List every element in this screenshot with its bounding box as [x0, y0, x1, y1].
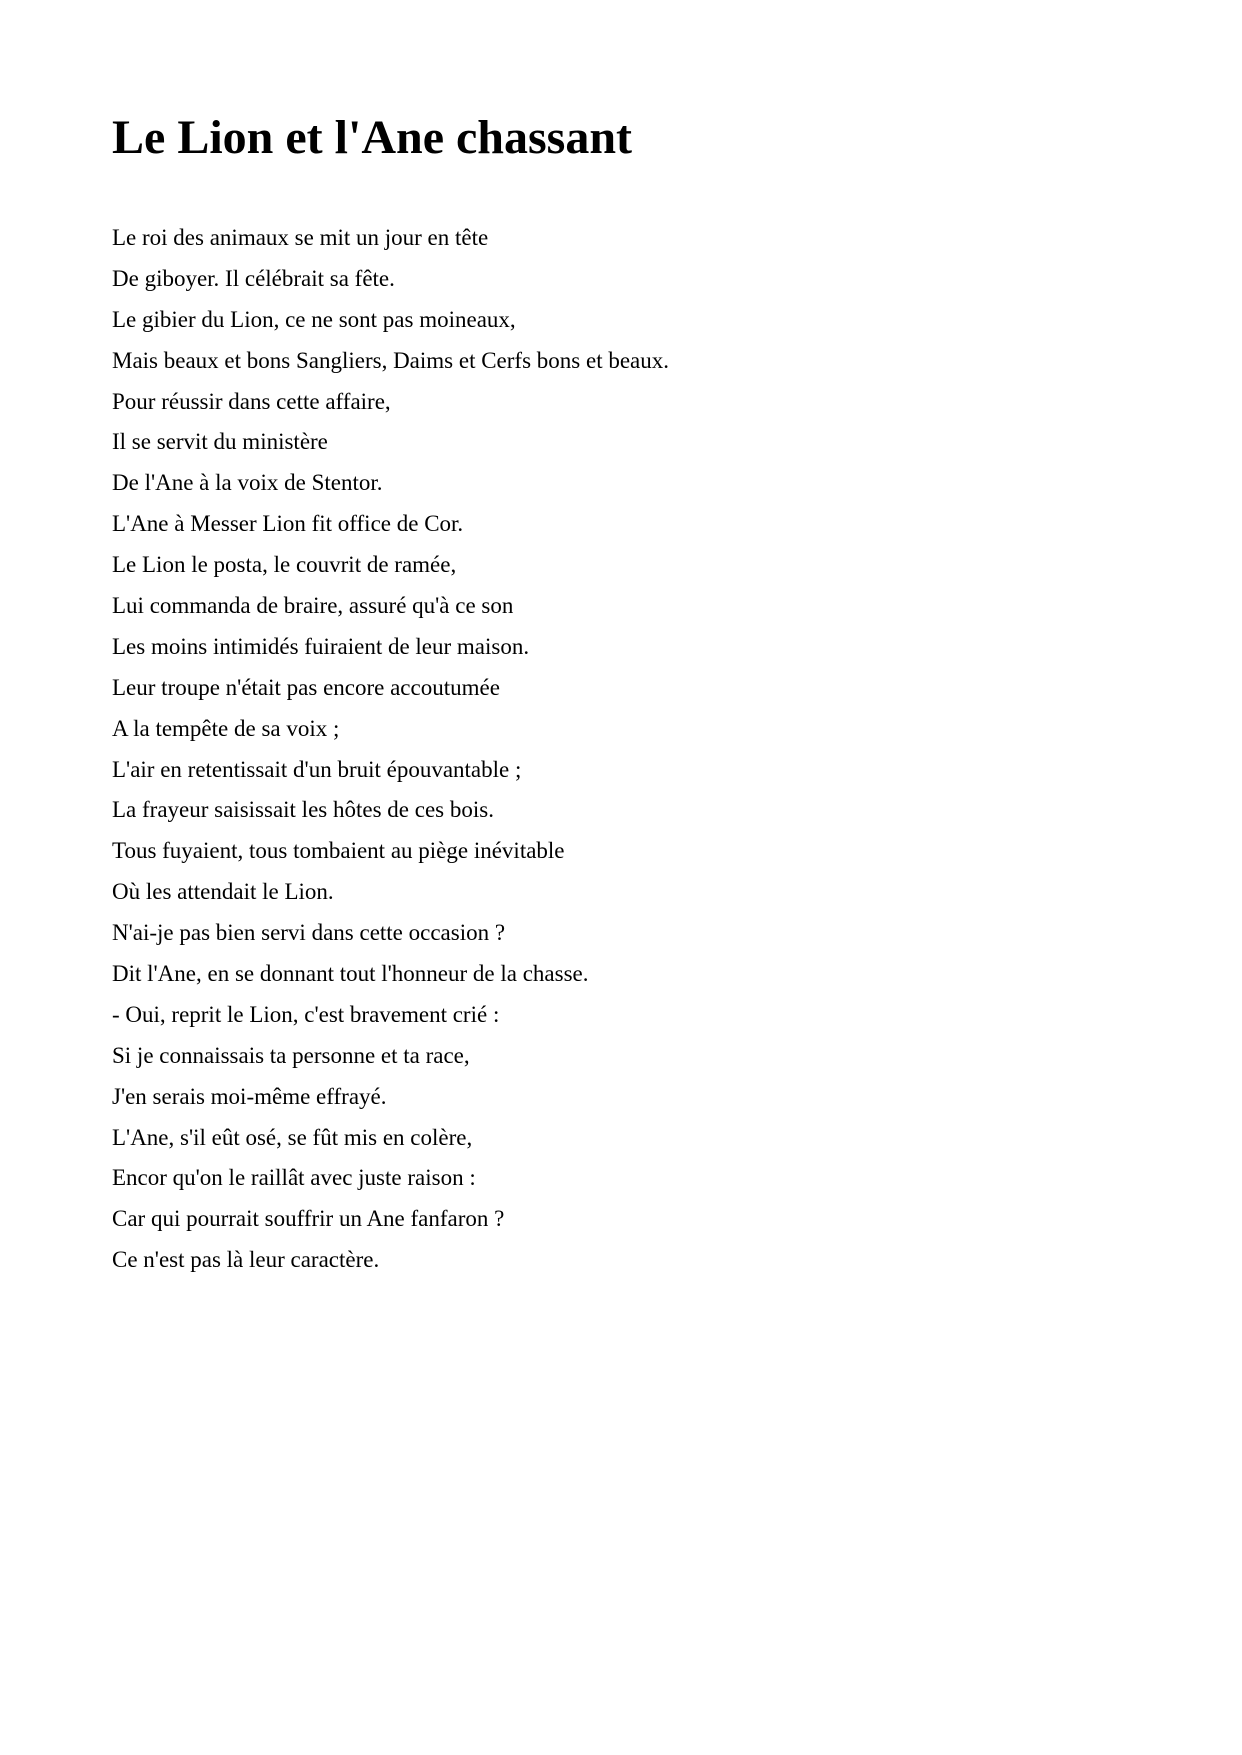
- poem-line: N'ai-je pas bien servi dans cette occasion ?: [112, 920, 506, 946]
- poem-line: Le Lion le posta, le couvrit de ramée,: [112, 552, 457, 578]
- poem-line: Les moins intimidés fuiraient de leur maison.: [112, 633, 530, 659]
- poem-line: Encor qu'on le raillât avec juste raison :: [112, 1165, 476, 1191]
- poem-line: De giboyer. Il célébrait sa fête.: [112, 265, 395, 291]
- poem-line: L'Ane à Messer Lion fit office de Cor.: [112, 511, 464, 537]
- poem-line: Si je connaissais ta personne et ta race,: [112, 1042, 470, 1068]
- poem-line: Tous fuyaient, tous tombaient au piège inévitable: [112, 838, 565, 864]
- poem-line: L'Ane, s'il eût osé, se fût mis en colère,: [112, 1124, 473, 1150]
- poem-line: Où les attendait le Lion.: [112, 879, 334, 905]
- poem-line: Car qui pourrait souffrir un Ane fanfaron ?: [112, 1206, 505, 1232]
- poem-line: La frayeur saisissait les hôtes de ces bois.: [112, 797, 494, 823]
- poem-line: J'en serais moi-même effrayé.: [112, 1083, 387, 1109]
- poem-body: [112, 218, 669, 1281]
- poem-line: Il se servit du ministère: [112, 429, 328, 455]
- page-title: Le Lion et l'Ane chassant: [112, 111, 633, 164]
- poem-line: A la tempête de sa voix ;: [112, 715, 340, 741]
- poem-line: Dit l'Ane, en se donnant tout l'honneur de la chasse.: [112, 961, 589, 987]
- poem-line: L'air en retentissait d'un bruit épouvantable ;: [112, 756, 522, 782]
- poem-line: De l'Ane à la voix de Stentor.: [112, 470, 383, 496]
- poem-line: Mais beaux et bons Sangliers, Daims et Cerfs bons et beaux.: [112, 347, 669, 373]
- poem-line: - Oui, reprit le Lion, c'est bravement crié :: [112, 1001, 500, 1027]
- poem-line: Ce n'est pas là leur caractère.: [112, 1247, 380, 1273]
- poem-line: Lui commanda de braire, assuré qu'à ce son: [112, 593, 514, 619]
- poem-line: Le roi des animaux se mit un jour en tête: [112, 225, 489, 250]
- poem-line: Pour réussir dans cette affaire,: [112, 388, 391, 414]
- poem-line: Le gibier du Lion, ce ne sont pas moineaux,: [112, 306, 516, 332]
- poem-line: Leur troupe n'était pas encore accoutumée: [112, 674, 500, 700]
